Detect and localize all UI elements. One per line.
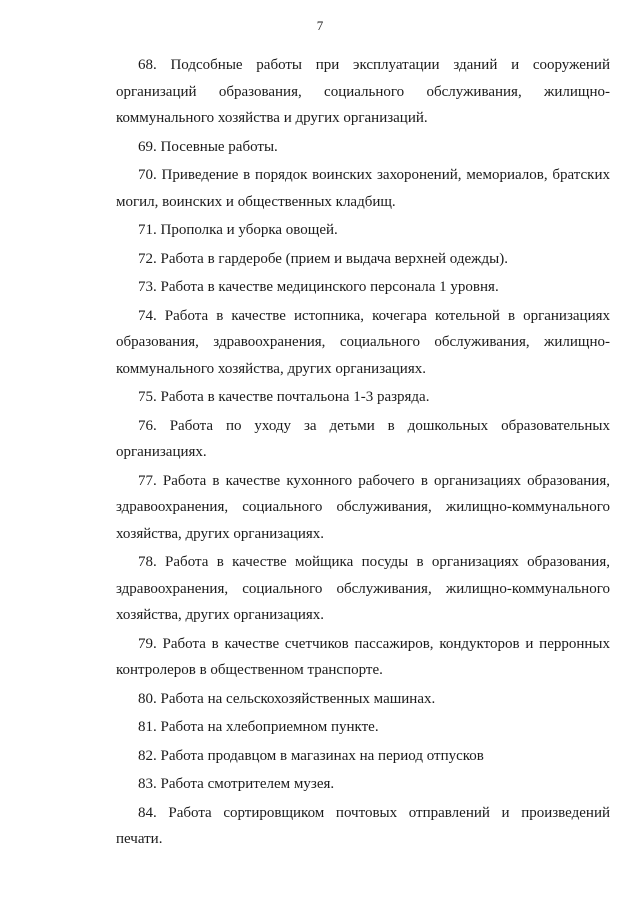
- list-item: 69. Посевные работы.: [138, 138, 278, 155]
- list-item: 70. Приведение в порядок воинских захоронений, мемориалов, братских могил, воинских и общественных кладбищ.: [116, 167, 610, 210]
- list-item: 72. Работа в гардеробе (прием и выдача верхней одежды).: [138, 250, 508, 267]
- list-item: 78. Работа в качестве мойщика посуды в организациях образования, здравоохранения, социального обслуживания, жилищно-коммунального хозяйства, других организациях.: [116, 554, 610, 623]
- list-item: 71. Прополка и уборка овощей.: [138, 222, 338, 238]
- numbered-list: [116, 52, 610, 855]
- list-item: 79. Работа в качестве счетчиков пассажиров, кондукторов и перронных контролеров в общественном транспорте.: [116, 635, 610, 678]
- list-item: 68. Подсобные работы при эксплуатации зданий и сооружений организаций образования, социального обслуживания, жилищно-коммунального хозяйства и других организаций.: [116, 57, 610, 126]
- list-item: 76. Работа по уходу за детьми в дошкольных образовательных организациях.: [116, 417, 610, 460]
- list-item: 84. Работа сортировщиком почтовых отправлений и произведений печати.: [116, 804, 610, 847]
- page-number: 7: [316, 18, 324, 33]
- list-item: 82. Работа продавцом в магазинах на период отпусков: [138, 747, 484, 764]
- list-item: 73. Работа в качестве медицинского персонала 1 уровня.: [138, 279, 499, 295]
- list-item: 83. Работа смотрителем музея.: [138, 776, 335, 792]
- list-item: 74. Работа в качестве истопника, кочегара котельной в организациях образования, здравоохранения, социального обслуживания, жилищно-коммунального хозяйства, других организациях.: [116, 307, 610, 377]
- list-item: 80. Работа на сельскохозяйственных машинах.: [138, 690, 436, 707]
- list-item: 81. Работа на хлебоприемном пункте.: [138, 719, 379, 735]
- list-item: 77. Работа в качестве кухонного рабочего в организациях образования, здравоохранения, социального обслуживания, жилищно-коммунального хозяйства, других организациях.: [116, 472, 610, 542]
- list-item: 75. Работа в качестве почтальона 1-3 разряда.: [138, 389, 430, 405]
